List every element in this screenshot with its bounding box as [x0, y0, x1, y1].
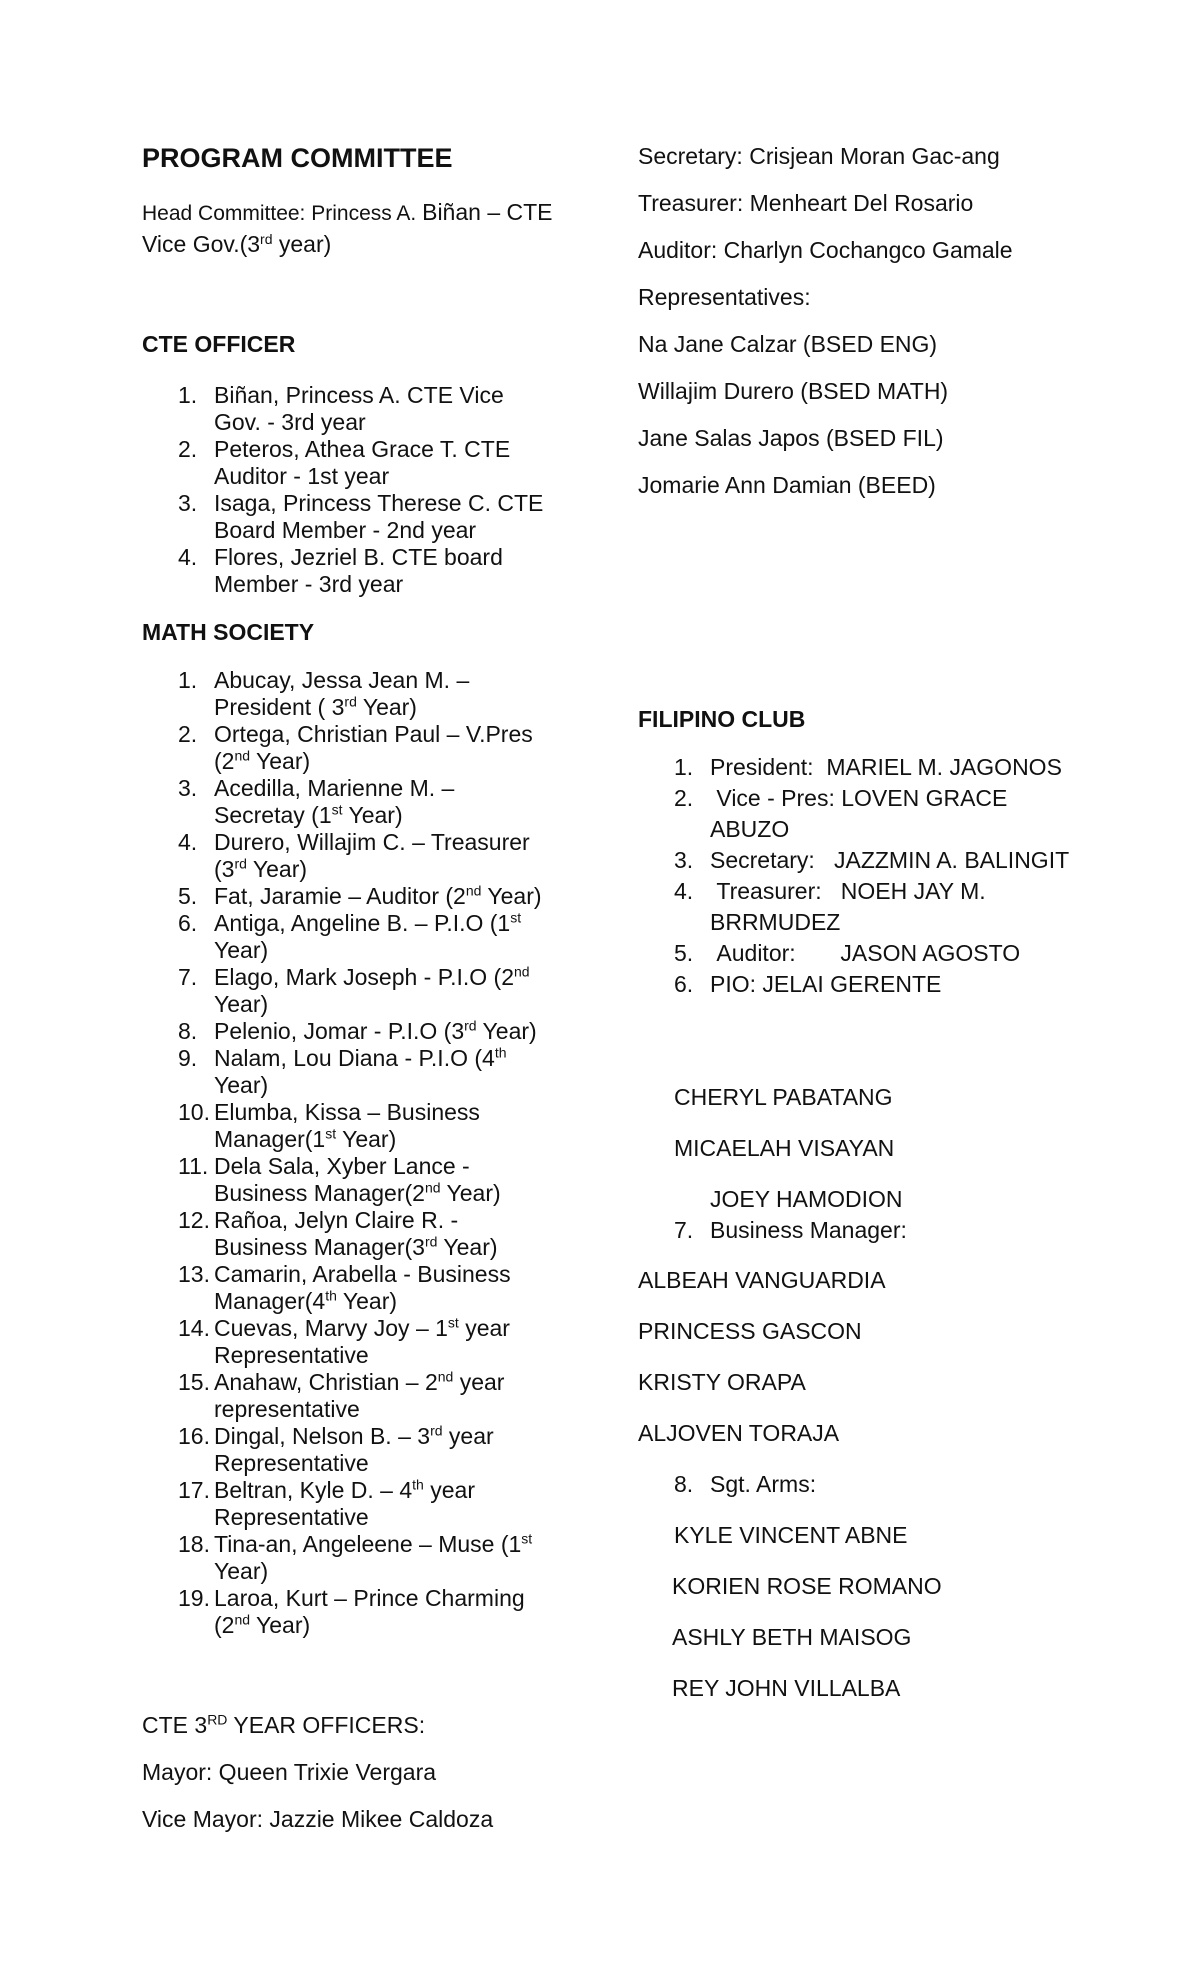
cte-officer-text: Flores, Jezriel B. CTE board Member - 3rd year	[214, 544, 503, 597]
representative-item: Jane Salas Japos (BSED FIL)	[638, 425, 944, 451]
cte-officer-heading: CTE OFFICER	[142, 331, 296, 357]
math-society-item	[142, 829, 550, 883]
list-number: 11.	[178, 1153, 209, 1179]
secretary: Secretary: Crisjean Moran Gac-ang	[638, 143, 1000, 169]
representative-item: Willajim Durero (BSED MATH)	[638, 378, 949, 404]
member-text: Tina-an, Angeleene – Muse (1	[214, 1531, 522, 1557]
cte-officer-item	[142, 382, 550, 436]
list-number: 9.	[178, 1045, 198, 1071]
treasurer: Treasurer: Menheart Del Rosario	[638, 190, 974, 216]
list-number: 10.	[178, 1099, 210, 1125]
member-text: Rañoa, Jelyn Claire R. - Business Manager(3	[214, 1207, 459, 1260]
filipino-club-item	[674, 938, 1074, 969]
math-society-item	[142, 1315, 550, 1369]
list-number: 2.	[178, 436, 198, 462]
member-text-tail: year representative	[214, 1369, 505, 1422]
third-year-heading	[142, 1712, 425, 1739]
list-number: 1.	[178, 667, 198, 693]
filipino-item-8-label: Sgt. Arms:	[710, 1471, 817, 1497]
head-committee-year: year)	[272, 231, 332, 257]
member-text: Fat, Jaramie – Auditor (2	[214, 883, 466, 909]
representative-item: Jomarie Ann Damian (BEED)	[638, 472, 936, 498]
cte-officer-item	[142, 490, 550, 544]
list-number: 17.	[178, 1477, 210, 1503]
pio-member: CHERYL PABATANG	[674, 1084, 893, 1110]
filipino-club-item	[674, 969, 1074, 1000]
head-committee-sup: rd	[260, 231, 273, 247]
member-text: Beltran, Kyle D. – 4	[214, 1477, 413, 1503]
member-text-tail: Year)	[214, 937, 269, 963]
ordinal-suffix: th	[494, 1044, 507, 1061]
mayor: Mayor: Queen Trixie Vergara	[142, 1759, 437, 1785]
member-text: Abucay, Jessa Jean M. – President ( 3	[214, 667, 470, 720]
member-text: Nalam, Lou Diana - P.I.O (4	[214, 1045, 495, 1071]
cte-officer-item	[142, 436, 550, 490]
ordinal-suffix: nd	[234, 747, 251, 764]
member-text-tail: Year)	[246, 856, 308, 882]
third-year-heading-sup: RD	[207, 1711, 228, 1728]
ordinal-suffix: st	[521, 1530, 533, 1547]
business-manager-member: ALBEAH VANGUARDIA	[638, 1267, 886, 1293]
list-number: 3.	[178, 775, 198, 801]
member-text-tail: year Representative	[214, 1477, 475, 1530]
ordinal-suffix: rd	[464, 1017, 477, 1034]
math-society-item	[142, 1153, 550, 1207]
math-society-item	[142, 1477, 550, 1531]
list-number: 6.	[178, 910, 198, 936]
math-society-list	[142, 667, 550, 1639]
ordinal-suffix: st	[510, 909, 522, 926]
filipino-item-7	[674, 1217, 907, 1244]
filipino-item-7-label: Business Manager:	[710, 1217, 907, 1243]
filipino-item-7-num: 7.	[674, 1217, 694, 1243]
member-text-tail: Year)	[250, 748, 311, 774]
pio-member: MICAELAH VISAYAN	[674, 1135, 895, 1161]
math-society-item	[142, 964, 550, 1018]
member-text-tail: Year)	[476, 1018, 537, 1044]
member-text-tail: Year)	[214, 1072, 269, 1098]
ordinal-suffix: st	[331, 801, 343, 818]
filipino-club-item	[674, 752, 1074, 783]
member-text-tail: Year)	[342, 802, 403, 828]
filipino-club-text: PIO: JELAI GERENTE	[710, 971, 942, 997]
representative-item: Na Jane Calzar (BSED ENG)	[638, 331, 938, 357]
list-number: 6.	[674, 971, 694, 997]
member-text: Ortega, Christian Paul – V.Pres (2	[214, 721, 533, 774]
list-number: 4.	[178, 829, 198, 855]
filipino-item-8-num: 8.	[674, 1471, 694, 1497]
member-text: Elago, Mark Joseph - P.I.O (2	[214, 964, 514, 990]
list-number: 5.	[178, 883, 198, 909]
member-text-tail: Year)	[214, 991, 269, 1017]
math-society-item	[142, 910, 550, 964]
member-text: Acedilla, Marienne M. – Secretay (1	[214, 775, 455, 828]
math-society-item	[142, 1045, 550, 1099]
member-text-tail: Year)	[356, 694, 417, 720]
math-society-item	[142, 1423, 550, 1477]
math-society-item	[142, 1261, 550, 1315]
page-title: PROGRAM COMMITTEE	[142, 143, 453, 173]
member-text-tail: year Representative	[214, 1315, 510, 1368]
member-text: Camarin, Arabella - Business Manager(4	[214, 1261, 511, 1314]
list-number: 2.	[178, 721, 198, 747]
ordinal-suffix: st	[325, 1125, 337, 1142]
filipino-club-item	[674, 876, 1074, 938]
business-manager-member: KRISTY ORAPA	[638, 1369, 806, 1395]
math-society-item	[142, 1585, 550, 1639]
member-text: Dingal, Nelson B. – 3	[214, 1423, 431, 1449]
ordinal-suffix: nd	[437, 1368, 454, 1385]
list-number: 7.	[178, 964, 198, 990]
member-text: Antiga, Angeline B. – P.I.O (1	[214, 910, 511, 936]
filipino-club-text: President: MARIEL M. JAGONOS	[710, 754, 1062, 780]
business-manager-member: ALJOVEN TORAJA	[638, 1420, 840, 1446]
member-text-tail: Year)	[437, 1234, 498, 1260]
math-society-item	[142, 1369, 550, 1423]
math-society-item	[142, 1531, 550, 1585]
cte-officer-text: Biñan, Princess A. CTE Vice Gov. - 3rd year	[214, 382, 504, 435]
business-manager-member: PRINCESS GASCON	[638, 1318, 862, 1344]
member-text: Elumba, Kissa – Business Manager(1	[214, 1099, 480, 1152]
ordinal-suffix: rd	[344, 693, 357, 710]
list-number: 5.	[674, 940, 694, 966]
pio-member: JOEY HAMODION	[710, 1186, 903, 1212]
math-society-item	[142, 1207, 550, 1261]
filipino-item-8	[674, 1471, 817, 1498]
math-society-item	[142, 1099, 550, 1153]
member-text: Durero, Willajim C. – Treasurer (3	[214, 829, 530, 882]
filipino-club-item	[674, 845, 1074, 876]
math-society-item	[142, 775, 550, 829]
member-text-tail: year Representative	[214, 1423, 494, 1476]
ordinal-suffix: th	[412, 1476, 424, 1493]
filipino-club-text: Auditor: JASON AGOSTO	[710, 940, 1021, 966]
ordinal-suffix: nd	[514, 963, 530, 980]
list-number: 18.	[178, 1531, 210, 1557]
member-text-tail: Year)	[481, 883, 542, 909]
list-number: 16.	[178, 1423, 210, 1449]
filipino-club-text: Treasurer: NOEH JAY M. BRRMUDEZ	[710, 878, 993, 935]
filipino-club-item	[674, 783, 1074, 845]
math-society-heading: MATH SOCIETY	[142, 619, 315, 645]
list-number: 3.	[674, 847, 694, 873]
filipino-club-heading: FILIPINO CLUB	[638, 706, 806, 732]
ordinal-suffix: st	[447, 1314, 459, 1331]
list-number: 2.	[674, 785, 694, 811]
filipino-club-text: Vice - Pres: LOVEN GRACE ABUZO	[710, 785, 1013, 842]
ordinal-suffix: nd	[234, 1611, 251, 1628]
member-text: Dela Sala, Xyber Lance - Business Manager(2	[214, 1153, 470, 1206]
list-number: 13.	[178, 1261, 210, 1287]
member-text: Pelenio, Jomar - P.I.O (3	[214, 1018, 465, 1044]
sgt-arms-member: ASHLY BETH MAISOG	[672, 1624, 912, 1650]
head-committee-name: Biñan – CTE Vice Gov.(3	[142, 199, 553, 257]
math-society-item	[142, 1018, 550, 1045]
ordinal-suffix: rd	[234, 855, 247, 872]
cte-officer-item	[142, 544, 550, 598]
third-year-heading-a: CTE 3	[142, 1712, 208, 1738]
sgt-arms-member: KORIEN ROSE ROMANO	[672, 1573, 942, 1599]
list-number: 3.	[178, 490, 198, 516]
member-text-tail: Year)	[250, 1612, 311, 1638]
list-number: 8.	[178, 1018, 198, 1044]
sgt-arms-member: KYLE VINCENT ABNE	[674, 1522, 908, 1548]
list-number: 4.	[674, 878, 694, 904]
head-committee	[142, 197, 582, 261]
filipino-club-list	[674, 752, 1074, 1000]
math-society-item	[142, 721, 550, 775]
list-number: 4.	[178, 544, 198, 570]
cte-officer-list	[142, 382, 550, 598]
list-number: 1.	[178, 382, 198, 408]
member-text-tail: Year)	[440, 1180, 501, 1206]
cte-officer-text: Peteros, Athea Grace T. CTE Auditor - 1st year	[214, 436, 511, 489]
ordinal-suffix: rd	[430, 1422, 443, 1439]
auditor: Auditor: Charlyn Cochangco Gamale	[638, 237, 1013, 263]
member-text: Anahaw, Christian – 2	[214, 1369, 438, 1395]
list-number: 15.	[178, 1369, 210, 1395]
filipino-club-text: Secretary: JAZZMIN A. BALINGIT	[710, 847, 1070, 873]
ordinal-suffix: th	[325, 1287, 337, 1304]
member-text-tail: Year)	[336, 1288, 398, 1314]
member-text-tail: Year)	[336, 1126, 397, 1152]
list-number: 12.	[178, 1207, 210, 1233]
list-number: 1.	[674, 754, 694, 780]
math-society-item	[142, 667, 550, 721]
cte-officer-text: Isaga, Princess Therese C. CTE Board Member - 2nd year	[214, 490, 544, 543]
ordinal-suffix: rd	[424, 1233, 438, 1250]
ordinal-suffix: nd	[424, 1179, 441, 1196]
member-text: Cuevas, Marvy Joy – 1	[214, 1315, 448, 1341]
math-society-item	[142, 883, 550, 910]
list-number: 19.	[178, 1585, 210, 1611]
ordinal-suffix: nd	[465, 882, 482, 899]
member-text-tail: Year)	[214, 1558, 269, 1584]
member-text: Laroa, Kurt – Prince Charming (2	[214, 1585, 525, 1638]
head-committee-label: Head Committee: Princess A.	[142, 202, 423, 225]
representatives-label: Representatives:	[638, 284, 811, 310]
list-number: 14.	[178, 1315, 210, 1341]
third-year-heading-b: YEAR OFFICERS:	[227, 1712, 426, 1738]
sgt-arms-member: REY JOHN VILLALBA	[672, 1675, 901, 1701]
vice-mayor: Vice Mayor: Jazzie Mikee Caldoza	[142, 1806, 494, 1832]
